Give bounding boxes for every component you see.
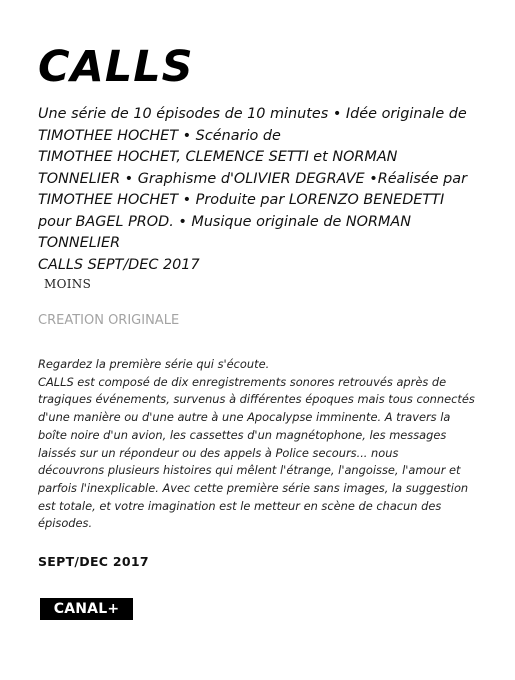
description-line: boîte noire d'un avion, les cassettes d'un magnétophone, les messages [38,427,447,442]
credits-line: TIMOTHEE HOCHET • Produite par LORENZO BENEDETTI [38,192,445,208]
credits-line: pour BAGEL PROD. • Musique originale de NORMAN [38,213,412,230]
credits-line: CALLS SEPT/DEC 2017 [38,256,200,273]
description-line: découvrons plusieurs histoires qui mêlent l'étrange, l'angoisse, l'amour et [38,463,461,478]
logo-text: CANAL+ [53,601,120,617]
credits-block [38,104,478,276]
description-line: épisodes. [38,516,93,531]
description-line: est totale, et votre imagination est le metteur en scène de chacun des [38,498,442,513]
description-line: Regardez la première série qui s'écoute. [38,357,270,371]
canal-plus-logo [40,598,133,620]
description-block [38,356,498,533]
description-line: CALLS est composé de dix enregistrements sonores retrouvés après de [38,374,447,389]
credits-line: TONNELIER [38,235,121,251]
description-line: laissés sur un répondeur ou des appels à Police secours... nous [38,445,399,460]
credits-line: TIMOTHEE HOCHET, CLEMENCE SETTI et NORMAN [38,149,398,165]
credits-line: Une série de 10 épisodes de 10 minutes • Idée originale de [38,106,467,122]
credits-line: TONNELIER • Graphisme d'OLIVIER DEGRAVE •Réalisée par [38,170,468,187]
show-less-link[interactable]: MOINS [44,277,92,291]
page-title: CALLS [38,42,194,92]
category-label: CREATION ORIGINALE [38,313,180,328]
description-line: d'une manière ou d'une autre à une Apocalypse imminente. A travers la [38,410,451,425]
credits-line: TIMOTHEE HOCHET • Scénario de [38,127,281,144]
description-line: parfois l'inexplicable. Avec cette première série sans images, la suggestion [38,480,469,495]
release-date: SEPT/DEC 2017 [38,554,149,569]
description-line: tragiques événements, survenus à différentes époques mais tous connectés [38,392,475,407]
